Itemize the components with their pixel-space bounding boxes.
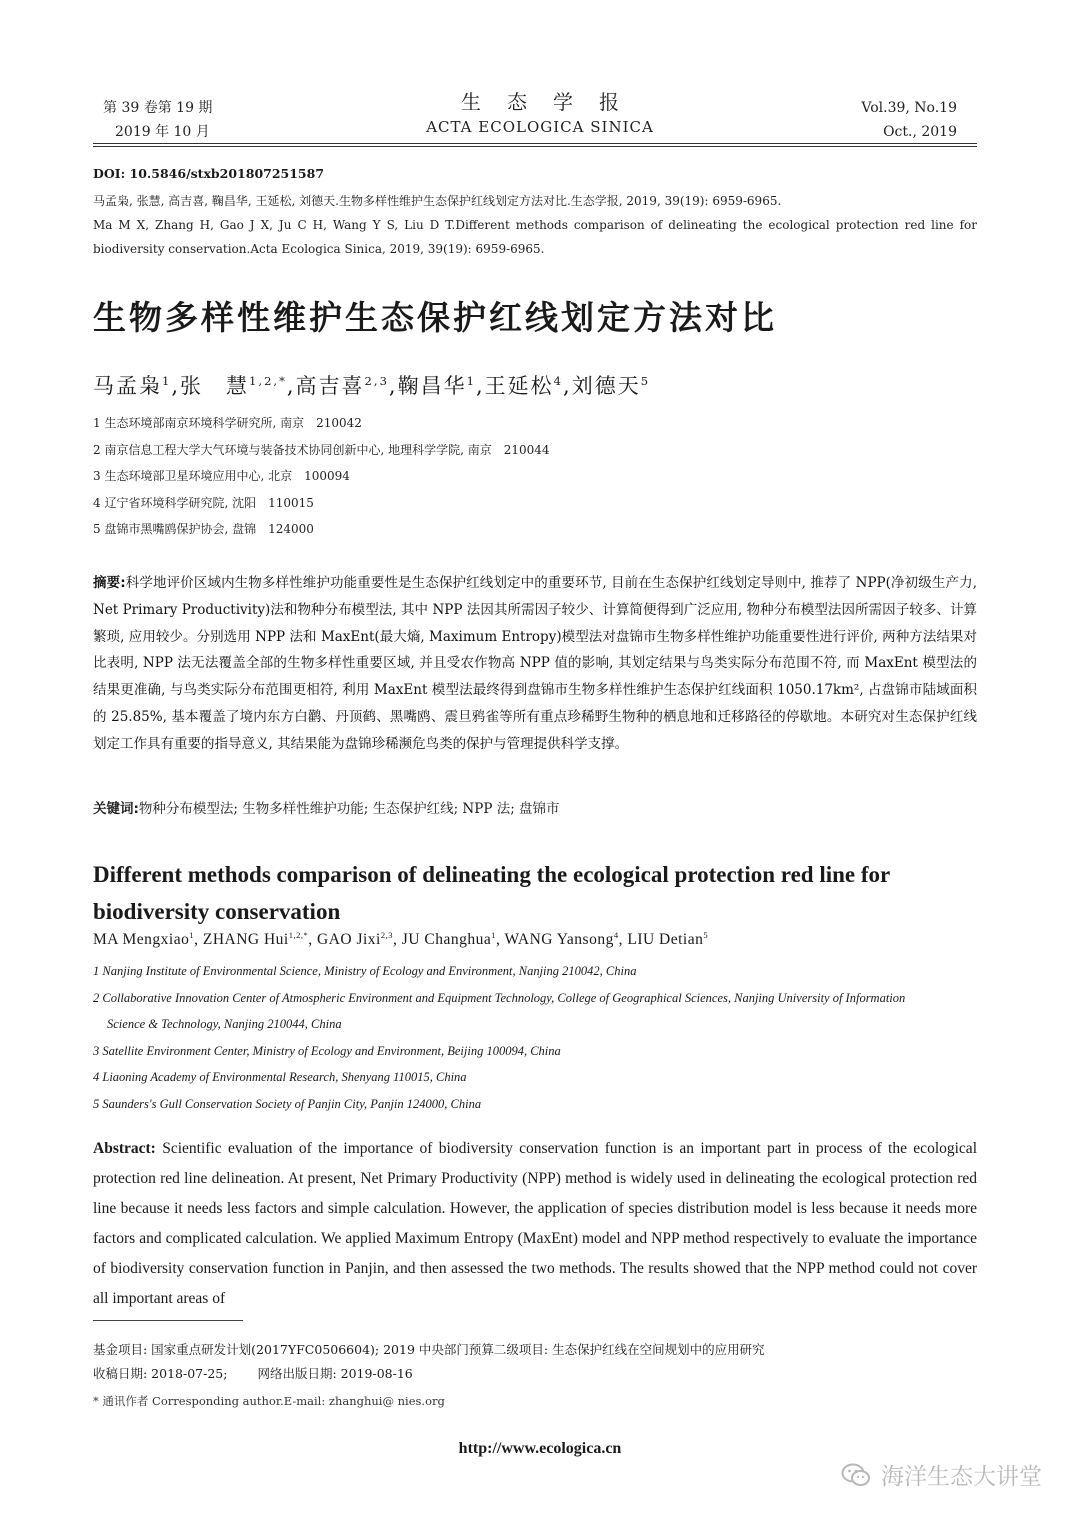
author-affiliation-mark: 1,2,* bbox=[249, 374, 287, 388]
affiliation-en: 2 Collaborative Innovation Center of Atmospheric Environment and Equipment Technology, College of Geographical Sciences, Nanjing University of Information bbox=[93, 990, 906, 1005]
author-name: MA Mengxiao bbox=[93, 931, 190, 949]
date-cn: 2019 年 10 月 bbox=[115, 124, 210, 140]
paper-title-en: Different methods comparison of delineating the ecological protection red line for biodiversity conservation bbox=[93, 862, 890, 924]
keywords-cn bbox=[93, 796, 977, 822]
date-en: Oct., 2019 bbox=[883, 124, 957, 140]
author-affiliation-mark: 1 bbox=[162, 374, 172, 388]
author-name: 刘德天 bbox=[571, 374, 641, 398]
funding-note: 基金项目: 国家重点研发计划(2017YFC0506604); 2019 中央部门预算二级项目: 生态保护红线在空间规划中的应用研究 bbox=[93, 1342, 765, 1357]
abstract-cn-body: 科学地评价区域内生物多样性维护功能重要性是生态保护红线划定中的重要环节, 目前在生态保护红线划定导则中, 推荐了 NPP(净初级生产力, Net Primary Productivity)法和物种分布模型法, 其中 NPP 法因其所需因子较少、计算简便得到广泛应用, 物种分布模型法因所需因子较多、计算繁琐, 应用较少。分别选用 NPP 法和 MaxEnt(最大熵, Maximum Entropy)模型法对盘锦市生物多样性维护功能重要性进行评价, 两种方法结果对比表明, NPP 法无法覆盖全部的生物多样性重要区域, 并且受农作物高 NPP 值的影响, 其划定结果与鸟类实际分布范围不符, 而 MaxEnt 模型法的结果更准确, 与鸟类实际分布范围更相符, 利用 MaxEnt 模型法最终得到盘锦市生物多样性维护生态保护红线面积 1050.17km², 占盘锦市陆域面积的 25.85%, 基本覆盖了境内东方白鹳、丹顶鹤、黑嘴鸥、震旦鸦雀等所有重点珍稀野生物种的栖息地和迁移路径的停歇地。本研究对生态保护红线划定工作具有重要的指导意义, 其结果能为盘锦珍稀濒危鸟类的保护与管理提供科学支撑。 bbox=[93, 575, 977, 752]
watermark-text: 海洋生态大讲堂 bbox=[881, 1464, 1042, 1490]
author-affiliation-mark: 2,3 bbox=[380, 930, 394, 940]
journal-url[interactable]: http://www.ecologica.cn bbox=[458, 1440, 622, 1457]
author-affiliation-mark: 1 bbox=[491, 930, 496, 940]
affiliation-cn: 3 生态环境部卫星环境应用中心, 北京 100094 bbox=[93, 469, 350, 483]
affiliation-cn: 2 南京信息工程大学大气环境与装备技术协同创新中心, 地理科学学院, 南京 210044 bbox=[93, 442, 550, 457]
affiliation-en: 5 Saunders's Gull Conservation Society of Panjin City, Panjin 124000, China bbox=[93, 1096, 482, 1111]
author-affiliation-mark: 1 bbox=[189, 930, 195, 940]
running-header-left bbox=[103, 96, 212, 144]
affiliation-en-continued: Science & Technology, Nanjing 210044, China bbox=[107, 1017, 342, 1031]
author-name: 鞠昌华 bbox=[397, 374, 467, 398]
volume-issue-en: Vol.39, No.19 bbox=[861, 100, 957, 116]
author-affiliation-mark: 2,3 bbox=[364, 374, 389, 388]
keywords-cn-body: 物种分布模型法; 生物多样性维护功能; 生态保护红线; NPP 法; 盘锦市 bbox=[138, 801, 560, 817]
affiliation-cn: 4 辽宁省环境科学研究院, 沈阳 110015 bbox=[93, 495, 314, 510]
author-name: 张 慧 bbox=[180, 374, 250, 398]
author-list-cn: 马孟枭$^1$,张 慧$^{1,2,*}$,高吉喜$^{2,3}$,鞠昌华$^1$,王延松$^4$,刘德天$^5$ bbox=[93, 374, 651, 398]
abstract-en-body: Scientific evaluation of the importance of biodiversity conservation function is an important part in process of the ecological protection red line delineation. At present, Net Primary Productivity (NPP) method is widely used in delineating the ecological protection red line because it needs less factors and simple calculation. However, the application of species distribution model is less because it needs more factors and complicated calculation. We applied Maximum Entropy (MaxEnt) model and NPP method respectively to evaluate the importance of biodiversity conservation function in Panjin, and then assessed the two methods. The results showed that the NPP method could not cover all important areas of bbox=[93, 1140, 977, 1307]
abstract-en-label: Abstract: bbox=[93, 1140, 156, 1157]
affiliation-en: 3 Satellite Environment Center, Ministry of Ecology and Environment, Beijing 100094, China bbox=[93, 1043, 561, 1058]
abstract-cn bbox=[93, 570, 977, 758]
author-list-en: MA Mengxiao$^1$, ZHANG Hui$^{1,2,*}$, GAO Jixi$^{2,3}$, JU Changhua$^1$, WANG Yansong$^4$, LIU Detian$^5$ bbox=[93, 930, 709, 949]
published-date: 网络出版日期: 2019-08-16 bbox=[257, 1366, 413, 1381]
citation-cn: 马孟枭, 张慧, 高吉喜, 鞠昌华, 王延松, 刘德天.生物多样性维护生态保护红线划定方法对比.生态学报, 2019, 39(19): 6959-6965. bbox=[93, 194, 782, 208]
author-name: GAO Jixi bbox=[317, 931, 381, 949]
author-affiliation-mark: 5 bbox=[703, 930, 709, 940]
author-affiliation-mark: 5 bbox=[640, 374, 651, 388]
running-header-right bbox=[861, 96, 957, 144]
volume-issue-cn: 第 39 卷第 19 期 bbox=[103, 100, 213, 116]
author-name: ZHANG Hui bbox=[202, 931, 289, 949]
doi: DOI: 10.5846/stxb201807251587 bbox=[93, 166, 325, 181]
author-name: 王延松 bbox=[484, 374, 554, 398]
corresponding-author-note: * 通讯作者 Corresponding author.E-mail: zhanghui@ nies.org bbox=[93, 1394, 445, 1408]
affiliation-en: 4 Liaoning Academy of Environmental Research, Shenyang 110015, China bbox=[93, 1070, 467, 1084]
received-date: 收稿日期: 2018-07-25; bbox=[93, 1366, 228, 1381]
journal-name bbox=[340, 88, 740, 138]
abstract-en bbox=[93, 1134, 977, 1314]
author-affiliation-mark: 4 bbox=[553, 374, 564, 388]
author-name: 高吉喜 bbox=[295, 374, 365, 398]
dates-note bbox=[93, 1362, 413, 1386]
author-affiliation-mark: 1 bbox=[466, 374, 476, 388]
affiliations-en bbox=[93, 958, 977, 1117]
affiliation-cn: 1 生态环境部南京环境科学研究所, 南京 210042 bbox=[93, 416, 362, 430]
affiliations-cn bbox=[93, 410, 550, 543]
citation-en: Ma M X, Zhang H, Gao J X, Ju C H, Wang Y S, Liu D T.Different methods comparison of delineating the ecological protection red line for biodiversity conservation.Acta Ecologica Sinica, 2019, 39(19): 6959-6965. bbox=[93, 218, 977, 256]
author-affiliation-mark: 4 bbox=[613, 930, 619, 940]
affiliation-en: 1 Nanjing Institute of Environmental Science, Ministry of Ecology and Environment, Nanjing 210042, China bbox=[93, 964, 637, 978]
journal-name-en: ACTA ECOLOGICA SINICA bbox=[426, 118, 654, 136]
affiliation-cn: 5 盘锦市黑嘴鸥保护协会, 盘锦 124000 bbox=[93, 522, 314, 536]
header-divider bbox=[93, 143, 977, 147]
author-name: LIU Detian bbox=[627, 931, 704, 949]
author-name: JU Changhua bbox=[401, 931, 492, 949]
author-name: 马孟枭 bbox=[93, 374, 162, 398]
keywords-cn-label: 关键词: bbox=[93, 801, 139, 817]
paper-title-cn: 生物多样性维护生态保护红线划定方法对比 bbox=[93, 298, 777, 337]
footnote-divider bbox=[93, 1320, 243, 1321]
abstract-cn-label: 摘要: bbox=[93, 575, 126, 591]
wechat-icon bbox=[841, 1462, 871, 1488]
watermark bbox=[841, 1458, 1042, 1491]
journal-name-cn: 生态学报 bbox=[461, 90, 645, 114]
author-affiliation-mark: 1,2,* bbox=[288, 930, 309, 940]
author-name: WANG Yansong bbox=[504, 931, 614, 949]
